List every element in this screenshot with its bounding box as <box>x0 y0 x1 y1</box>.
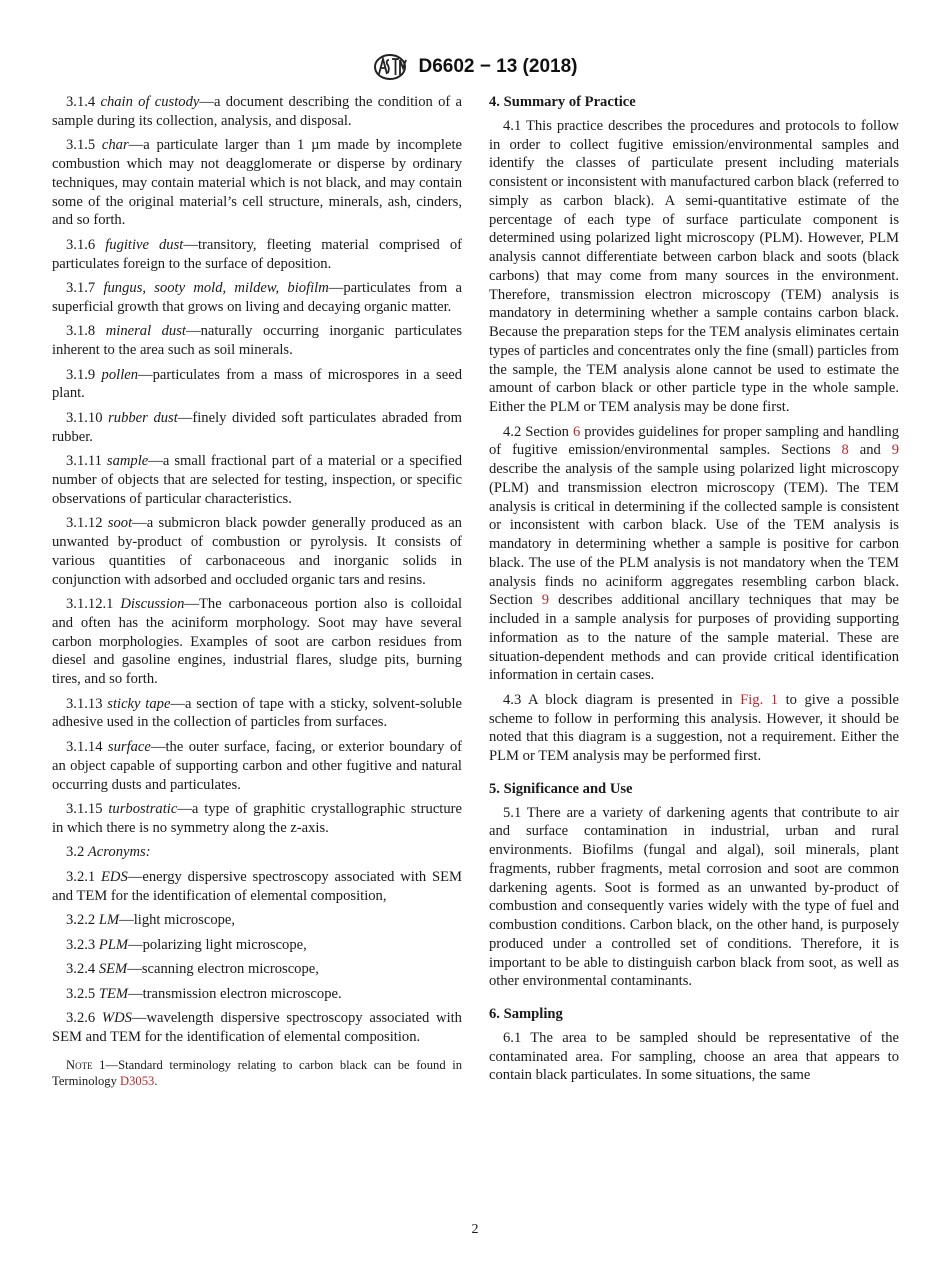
text: 4.3 A block diagram is presented in <box>503 691 741 708</box>
term: EDS <box>100 868 128 885</box>
text: —the outer surface, facing, or exterior boundary of an object capable of supporting carbon and other fugitive and natural occurring dusts and particulates. <box>52 739 462 793</box>
note <box>52 1057 462 1089</box>
term: LM <box>98 912 120 929</box>
text: —a section of tape with a sticky, solvent-soluble adhesive used in the collection of particles from surfaces. <box>52 695 462 731</box>
text: . <box>154 1073 158 1088</box>
text: —a small fractional part of a material or a specified number of objects that are selected for testing, inspection, or specific observations of particular characteristics. <box>52 453 463 507</box>
text: —transitory, fleeting material comprised of particulates foreign to the surface of deposition. <box>52 236 462 272</box>
text: 3.1.12.1 <box>66 596 121 613</box>
term: soot <box>107 515 133 532</box>
right-column <box>489 93 899 1091</box>
paragraph <box>52 960 462 979</box>
paragraph <box>52 843 462 862</box>
text: —light microscope, <box>119 912 236 929</box>
term: sticky tape <box>107 695 171 712</box>
text: —polarizing light microscope, <box>128 936 307 953</box>
text: —a type of graphitic crystallographic structure in which there is no symmetry along the z-axis. <box>52 801 462 836</box>
text: —naturally occurring inorganic particulates inherent to the area such as soil minerals. <box>52 323 463 359</box>
left-column <box>52 93 462 1095</box>
text: 3.2 <box>66 844 88 861</box>
text: 4.2 Section <box>503 423 573 440</box>
text: 3.2.6 <box>66 1010 102 1027</box>
text: —a particulate larger than 1 µm made by incomplete combustion which may not deagglomerate or disperse by ordinary techniques, may contain material which is not black, and may contain some of the original material’s cell structure, minerals, ash, cinders, and so forth. <box>52 137 462 229</box>
paragraph <box>52 236 462 274</box>
paragraph <box>52 1009 462 1047</box>
page-header <box>0 54 950 80</box>
paragraph <box>52 911 462 930</box>
text: —wavelength dispersive spectroscopy associated with SEM and TEM for the identification of elemental composition. <box>52 1010 462 1046</box>
paragraph <box>52 322 462 360</box>
text: 4. Summary of Practice <box>489 94 636 110</box>
text: 5.1 There are a variety of darkening agents that contribute to air and surface contamination in industrial, urban and rural environments. Biofilms (fungal and algal), soil minerals, plant fragments, rubber fragments, metal corrosion and soot are common darkening agents. Soot is formed as an unwanted by-product of combustion and consequently varies widely with the type of fuel and combustion conditions. Carbon black, on the other hand, is purposely produced under a controlled set of conditions. Therefore, it is important to be able to distinguish carbon black from soot, as well as other environmental contaminants. <box>489 804 899 990</box>
term: fugitive dust <box>105 236 184 253</box>
text: 3.1.8 <box>66 323 106 340</box>
paragraph <box>52 514 462 589</box>
paragraph <box>52 868 462 906</box>
cross-reference-link[interactable]: 8 <box>841 442 849 459</box>
text: —The carbonaceous portion also is colloidal and often has the aciniform morphology. Soot may have several carbon morphologies. Examples of soot are carbon residues from diesel and gasoline engines, industrial flares, sludge pits, burning tires, and so forth. <box>52 596 462 688</box>
text: 3.2.4 <box>66 961 99 978</box>
page-number: 2 <box>471 1222 479 1237</box>
paragraph <box>52 409 462 447</box>
text: —transmission electron microscope. <box>128 985 342 1002</box>
cross-reference-link[interactable]: D3053 <box>120 1073 155 1088</box>
term: Acronyms: <box>87 844 151 861</box>
text: Note <box>66 1057 93 1072</box>
paragraph <box>52 595 462 689</box>
paragraph <box>52 279 462 317</box>
term: WDS <box>101 1010 132 1027</box>
section-heading <box>489 93 899 112</box>
text: describes additional ancillary techniques that may be included in a sample analysis for purposes of providing supporting information as to the nature of the sample material. These are situation-dependent methods and can provide critical identification information in certain cases. <box>489 592 899 684</box>
paragraph <box>52 936 462 955</box>
paragraph <box>52 800 462 838</box>
term: sample <box>106 453 149 470</box>
text: —a submicron black powder generally produced as an unwanted by-product of combustion or pyrolysis. It consists of various quantities of carbonaceous and inorganic solids in conjunction with adsorbed and occluded organic tars and resins. <box>52 515 462 588</box>
text: 4.1 This practice describes the procedures and protocols to follow in order to collect fugitive emission/environmental samples and identify the classes of particulate present including materials consistent or inconsistent with manufactured carbon black (referred to simply as carbon black). A semi-quantitative estimate of the percentage of each type of surface particulate component is determined using polarized light microscopy (PLM). However, PLM analysis cannot differentiate between carbon black and soots (black carbons) that may come from many sources in the environment. Therefore, transmission electron microscopy (TEM) analysis is mandatory in determining whether a sample contains carbon black. Because the preparation steps for the TEM analysis eliminates certain types of particles and concentrates only the fine (small) particles from the sample, the TEM analysis alone cannot be used to estimate the amount of carbon black or other particle type in the whole sample. Either the PLM or TEM analysis may be done first. <box>489 117 899 415</box>
section-heading <box>489 1005 899 1024</box>
term: SEM <box>98 961 128 978</box>
paragraph <box>52 695 462 733</box>
paragraph <box>52 366 462 404</box>
text: —scanning electron microscope, <box>127 961 319 978</box>
text: —finely divided soft particulates abraded from rubber. <box>52 410 463 445</box>
text: 3.1.12 <box>66 515 108 532</box>
term: turbostratic <box>108 801 178 818</box>
text: —particulates from a mass of microspores in a seed plant. <box>52 366 462 402</box>
term: chain of custody <box>100 94 200 110</box>
paragraph <box>489 804 899 992</box>
text: —a document describing the condition of a sample during its collection, analysis, and disposal. <box>52 94 463 129</box>
paragraph <box>52 136 462 230</box>
term: surface <box>107 739 151 756</box>
text: —energy dispersive spectroscopy associated with SEM and TEM for the identification of elemental composition, <box>52 868 462 904</box>
paragraph <box>52 93 462 131</box>
term: PLM <box>98 936 129 953</box>
text: 3.1.15 <box>66 801 109 818</box>
paragraph <box>489 691 899 766</box>
text: 1—Standard terminology relating to carbon black can be found in Terminology <box>52 1057 462 1088</box>
cross-reference-link[interactable]: 9 <box>891 442 899 459</box>
text: to give a possible scheme to follow in performing this analysis. However, it should be noted that this diagram is a suggestion, not a requirement. Either the PLM or TEM analysis may be performed first. <box>489 691 900 765</box>
text: 5. Significance and Use <box>489 780 633 797</box>
term: Discussion <box>120 596 185 613</box>
cross-reference-link[interactable]: Fig. 1 <box>740 691 779 708</box>
section-heading <box>489 780 899 799</box>
text: 3.1.10 <box>66 410 109 427</box>
text: 6. Sampling <box>489 1006 563 1023</box>
text: 3.1.6 <box>66 236 106 253</box>
text: 3.2.5 <box>66 985 99 1002</box>
text: 3.1.11 <box>66 453 107 470</box>
paragraph <box>489 423 899 686</box>
text: 3.2.1 <box>66 868 101 885</box>
term: fungus, sooty mold, mildew, biofilm <box>103 280 329 297</box>
cross-reference-link[interactable]: 6 <box>572 423 581 440</box>
text: 3.1.14 <box>66 739 108 756</box>
text: provides guidelines for proper sampling and handling of fugitive emission/environmental samples. Sections <box>489 423 899 459</box>
standard-designation: D6602 − 13 (2018) <box>418 56 578 77</box>
text: 6.1 The area to be sampled should be representative of the contaminated area. For sampling, choose an area that appears to contain black particulates. In some situations, the same <box>489 1029 899 1084</box>
text: 3.2.2 <box>66 912 99 929</box>
text: 3.1.9 <box>66 366 102 383</box>
term: mineral dust <box>105 323 186 340</box>
term: rubber dust <box>108 410 178 427</box>
paragraph <box>489 1029 899 1085</box>
cross-reference-link[interactable]: 9 <box>541 592 550 609</box>
term: TEM <box>98 985 129 1002</box>
text: 3.1.13 <box>66 695 108 712</box>
astm-logo-icon <box>373 54 407 80</box>
text: describe the analysis of the sample using polarized light microscopy (PLM) and transmission electron microscopy (TEM). The TEM analysis is critical in determining if the collected sample is consistent or inconsistent with carbon black. Use of the TEM analysis is mandatory in determining whether a sample is positive for carbon black. The use of the PLM analysis is not mandatory when the TEM analysis finds no aciniform aggregates resembling carbon black. Section <box>489 461 899 609</box>
paragraph <box>52 985 462 1004</box>
text: 3.2.3 <box>66 936 99 953</box>
text: 3.1.5 <box>66 137 102 154</box>
text: —particulates from a superficial growth that grows on living and decaying organic matter. <box>52 280 462 315</box>
paragraph <box>52 738 462 794</box>
text: 3.1.4 <box>66 94 101 110</box>
term: pollen <box>101 366 139 383</box>
paragraph <box>489 117 899 417</box>
text: and <box>848 442 892 459</box>
term: char <box>101 137 129 154</box>
text: 3.1.7 <box>66 280 104 297</box>
paragraph <box>52 452 462 508</box>
